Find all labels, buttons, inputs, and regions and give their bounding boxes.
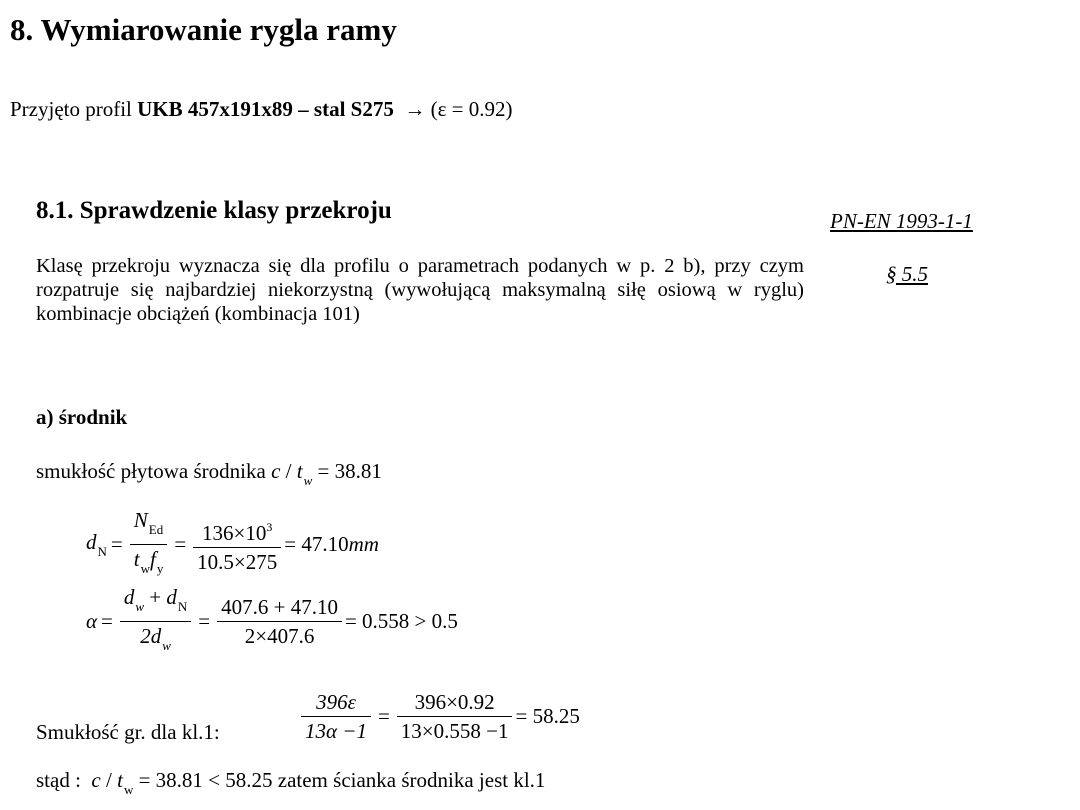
slenderness-value: = 38.81 bbox=[312, 459, 382, 483]
dn-exponent: 3 bbox=[266, 520, 273, 534]
slenderness-line bbox=[36, 459, 382, 489]
web-heading: a) środnik bbox=[36, 405, 128, 429]
dn-symbol: d bbox=[86, 529, 97, 554]
ned-symbol: N bbox=[133, 508, 148, 532]
two-dw-subscript: w bbox=[162, 638, 171, 653]
intro-prefix: Przyjęto profil bbox=[10, 97, 138, 121]
fraction-alpha-symbolic bbox=[120, 585, 191, 658]
dn2-subscript: N bbox=[177, 599, 188, 614]
limit-denominator-symbolic: 13α −1 bbox=[305, 719, 367, 743]
w-subscript: w bbox=[303, 473, 313, 488]
standard-reference: PN-EN 1993-1-1 bbox=[830, 209, 973, 233]
tw-symbol: t bbox=[133, 547, 140, 571]
fy-subscript: y bbox=[156, 561, 164, 576]
conclusion-slash: / bbox=[100, 768, 118, 792]
fy-symbol: f bbox=[149, 547, 156, 571]
ned-subscript: Ed bbox=[148, 522, 164, 537]
equation-alpha: α = $\frac{d_w + d_N}{2d_w}$ = $\frac{407.6 + 47.10}{2\times 407.6}$ = 0.558 > 0.5 bbox=[86, 585, 458, 658]
alpha-symbol: α bbox=[86, 609, 98, 633]
conclusion-t-symbol: t bbox=[117, 768, 123, 792]
c-symbol: c bbox=[271, 459, 281, 483]
limit-result: = 58.25 bbox=[515, 704, 580, 728]
dw-subscript: w bbox=[135, 599, 145, 614]
profile-name: UKB 457x191x89 – stal S275 bbox=[137, 97, 394, 121]
alpha-result: = 0.558 > 0.5 bbox=[344, 609, 458, 633]
alpha-denominator: 2×407.6 bbox=[244, 624, 315, 648]
conclusion-w-subscript: w bbox=[123, 782, 134, 797]
limit-numerator-symbolic: 396ε bbox=[316, 690, 356, 714]
conclusion-prefix: stąd : bbox=[36, 768, 81, 792]
dn-denominator: 10.5×275 bbox=[197, 550, 278, 574]
conclusion-line bbox=[36, 768, 545, 798]
intro-line bbox=[10, 97, 512, 122]
limit-label: Smukłość gr. dla kl.1: bbox=[36, 720, 220, 744]
dw-symbol: d bbox=[123, 585, 135, 609]
epsilon-value: (ε = 0.92) bbox=[430, 97, 513, 121]
clause-reference: § 5.5 bbox=[886, 262, 928, 286]
limit-numerator: 396×0.92 bbox=[397, 690, 513, 717]
fraction-numeric-dn bbox=[193, 515, 281, 574]
conclusion-text: = 38.81 < 58.25 zatem ścianka środnika jest kl.1 bbox=[133, 768, 546, 792]
slenderness-label: smukłość płytowa środnika bbox=[36, 459, 266, 483]
section-heading: 8.1. Sprawdzenie klasy przekroju bbox=[36, 197, 392, 224]
dn-subscript: N bbox=[97, 543, 107, 559]
equation-limit: $\frac{396\varepsilon}{13\alpha -1}$ = $\frac{396\times 0.92}{13\times 0.558 -1}$ = 58.25 bbox=[298, 690, 580, 743]
fraction-alpha-numeric bbox=[217, 595, 342, 648]
t-symbol: t bbox=[296, 459, 303, 483]
page-title: 8. Wymiarowanie rygla ramy bbox=[10, 12, 397, 47]
fraction-ned-over-twfy bbox=[130, 508, 168, 581]
plus-symbol: + bbox=[144, 585, 167, 609]
dn-unit: mm bbox=[348, 532, 379, 556]
dn2-symbol: d bbox=[166, 585, 177, 609]
dn-numerator: 136×10 bbox=[202, 521, 267, 545]
fraction-limit-numeric bbox=[397, 690, 513, 743]
arrow-icon: → bbox=[404, 97, 426, 121]
alpha-numerator: 407.6 + 47.10 bbox=[217, 595, 342, 622]
equation-dn: $d_N$ = $\frac{N_{Ed}}{t_wf_y}$ = $\frac{136\times 10^3}{10.5\times 275}$ = 47.10 mm bbox=[86, 508, 379, 581]
dn-result: = 47.10 bbox=[284, 532, 349, 556]
tw-subscript: w bbox=[140, 561, 150, 576]
conclusion-c-symbol: c bbox=[91, 768, 101, 792]
limit-denominator: 13×0.558 −1 bbox=[400, 719, 509, 743]
slash-symbol: / bbox=[280, 459, 297, 483]
fraction-limit-symbolic bbox=[301, 690, 371, 743]
two-dw-symbol: 2d bbox=[140, 624, 162, 648]
section-paragraph: Klasę przekroju wyznacza się dla profilu o parametrach podanych w p. 2 b), przy czym rozpatruje się najbardziej niekorzystną (wywołującą maksymalną siłę osiową w ryglu) kombinacje obciążeń (kombinacja 101) bbox=[36, 255, 804, 325]
